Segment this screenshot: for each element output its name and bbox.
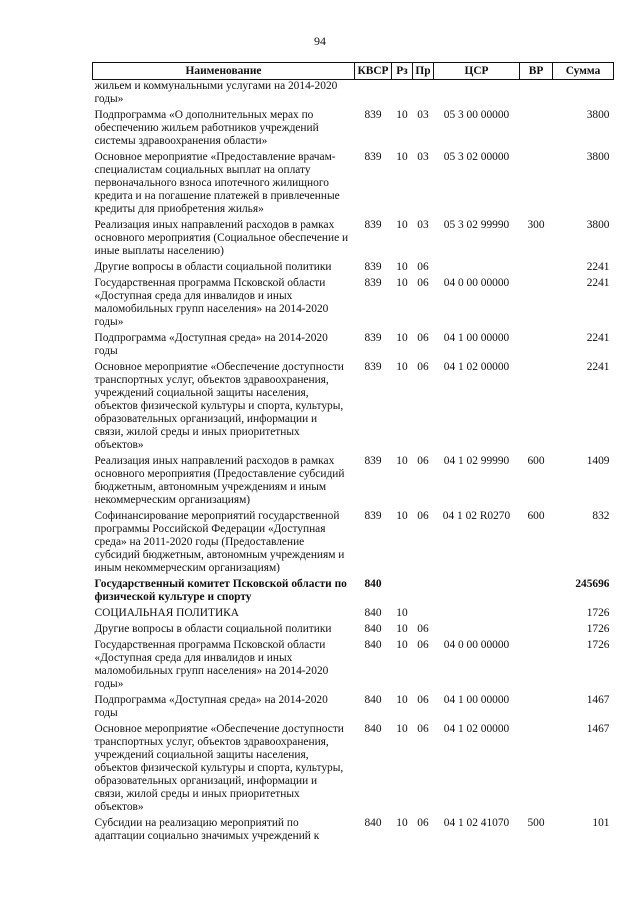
row-rz-cell: 10: [396, 361, 408, 373]
row-kvsr-cell: 839: [364, 261, 382, 273]
row-csr-cell: 04 0 00 00000: [443, 277, 510, 289]
row-vr-cell: [520, 151, 553, 219]
column-header-pr: Пр: [413, 63, 434, 80]
row-rz-cell: 10: [396, 261, 408, 273]
row-sum-cell: 2241: [586, 361, 610, 373]
row-csr-cell: 04 1 00 00000: [443, 694, 510, 706]
row-vr-cell: [520, 578, 553, 607]
table-header-row: [93, 63, 614, 80]
row-csr-cell: 04 1 02 41070: [443, 817, 510, 829]
row-kvsr-cell: 839: [364, 219, 382, 231]
row-csr-cell: [434, 80, 520, 110]
row-rz-cell: 10: [396, 694, 408, 706]
row-name-cell: Основное мероприятие «Обеспечение доступности транспортных услуг, объектов здравоохранения, учреждений социальной защиты населения, объектов физической культуры и спорта, культуры, образовательных организаций, информации и связи, жилой среды и иных приоритетных объектов»: [94, 361, 344, 451]
row-pr-cell: 06: [417, 361, 429, 373]
row-csr-cell: 04 1 00 00000: [443, 332, 510, 344]
row-pr-cell: 06: [417, 723, 429, 735]
table-row: [93, 694, 614, 723]
row-name-cell: Другие вопросы в области социальной политики: [94, 623, 332, 635]
table-row: [93, 639, 614, 694]
row-pr-cell: 06: [417, 455, 429, 467]
row-rz-cell: 10: [396, 639, 408, 651]
row-rz-cell: [392, 578, 413, 607]
row-sum-cell: 2241: [586, 277, 610, 289]
row-kvsr-cell: 839: [364, 277, 382, 289]
row-vr-cell: [520, 723, 553, 817]
table-row: [93, 219, 614, 261]
row-rz-cell: 10: [396, 817, 408, 829]
row-pr-cell: 06: [417, 277, 429, 289]
row-kvsr-cell: 839: [364, 361, 382, 373]
row-csr-cell: [434, 578, 520, 607]
table-row: [93, 817, 614, 846]
row-vr-cell: [520, 332, 553, 361]
row-rz-cell: [392, 80, 413, 110]
row-kvsr-cell: 840: [364, 694, 382, 706]
row-csr-cell: 05 3 02 00000: [443, 151, 510, 163]
row-vr-cell: 600: [527, 455, 545, 467]
row-csr-cell: 04 1 02 99990: [443, 455, 510, 467]
page-number: 94: [314, 34, 326, 48]
budget-table: [92, 62, 614, 846]
row-sum-cell: 2241: [586, 261, 610, 273]
row-kvsr-cell: 840: [364, 639, 382, 651]
table-row: [93, 455, 614, 510]
row-sum-cell: 1726: [586, 623, 610, 635]
table-row: [93, 623, 614, 639]
row-pr-cell: 03: [417, 219, 429, 231]
row-rz-cell: 10: [396, 332, 408, 344]
table-row: [93, 510, 614, 578]
row-pr-cell: 06: [417, 510, 429, 522]
column-header-sum: Сумма: [553, 63, 614, 80]
row-name-cell: Государственный комитет Псковской области по физической культуре и спорту: [94, 578, 347, 603]
row-name-cell: Другие вопросы в области социальной политики: [94, 261, 332, 273]
column-header-csr: ЦСР: [434, 63, 520, 80]
row-name-cell: Реализация иных направлений расходов в рамках основного мероприятия (Предоставление субсидий бюджетным, автономным учреждениям и иным некоммерческим организациям): [94, 455, 345, 506]
row-name-cell: Государственная программа Псковской области «Доступная среда для инвалидов и иных маломобильных групп населения» на 2014-2020 годы»: [94, 277, 329, 328]
row-name-cell: Основное мероприятие «Обеспечение доступности транспортных услуг, объектов здравоохранения, учреждений социальной защиты населения, объектов физической культуры и спорта, культуры, образовательных организаций, информации и связи, жилой среды и иных приоритетных объектов»: [94, 723, 344, 813]
row-sum-cell: 2241: [586, 332, 610, 344]
row-vr-cell: 300: [527, 219, 545, 231]
row-csr-cell: [434, 623, 520, 639]
row-vr-cell: [520, 694, 553, 723]
row-kvsr-cell: 840: [364, 578, 382, 590]
table-row: [93, 80, 614, 110]
row-rz-cell: 10: [396, 219, 408, 231]
table-row: [93, 109, 614, 151]
row-rz-cell: 10: [396, 151, 408, 163]
row-sum-cell: 1467: [586, 723, 610, 735]
table-body: [93, 80, 614, 847]
row-sum-cell: 3800: [586, 219, 610, 231]
row-sum-cell: 3800: [586, 109, 610, 121]
row-vr-cell: 500: [527, 817, 545, 829]
row-vr-cell: [520, 639, 553, 694]
row-rz-cell: 10: [396, 455, 408, 467]
row-kvsr-cell: 840: [364, 607, 382, 619]
column-header-kvsr: КВСР: [355, 63, 392, 80]
row-kvsr-cell: 839: [364, 151, 382, 163]
row-rz-cell: 10: [396, 277, 408, 289]
column-header-rz: Рз: [392, 63, 413, 80]
row-vr-cell: [520, 109, 553, 151]
row-kvsr-cell: 839: [364, 109, 382, 121]
table-row: [93, 723, 614, 817]
row-sum-cell: 1726: [586, 607, 610, 619]
row-csr-cell: [434, 607, 520, 623]
row-kvsr-cell: 840: [364, 817, 382, 829]
row-vr-cell: [520, 623, 553, 639]
row-csr-cell: 04 1 02 R0270: [442, 510, 511, 522]
row-vr-cell: [520, 80, 553, 110]
column-header-name: Наименование: [93, 63, 355, 80]
row-kvsr-cell: 840: [364, 723, 382, 735]
row-sum-cell: 245696: [575, 578, 610, 590]
row-rz-cell: 10: [396, 607, 408, 619]
row-pr-cell: [413, 578, 434, 607]
row-sum-cell: 1726: [586, 639, 610, 651]
row-name-cell: Основное мероприятие «Предоставление врачам-специалистам социальных выплат на оплату первоначального взноса ипотечного жилищного кредита и на погашение платежей в привлеченные кредиты для приобретения жилья»: [94, 151, 340, 215]
table-row: [93, 578, 614, 607]
row-csr-cell: 05 3 00 00000: [443, 109, 510, 121]
row-vr-cell: [520, 361, 553, 455]
row-sum-cell: 101: [592, 817, 610, 829]
row-sum-cell: 1467: [586, 694, 610, 706]
row-csr-cell: 04 1 02 00000: [443, 361, 510, 373]
row-rz-cell: 10: [396, 109, 408, 121]
row-vr-cell: 600: [527, 510, 545, 522]
row-pr-cell: 03: [417, 109, 429, 121]
row-kvsr-cell: [355, 80, 392, 110]
row-pr-cell: 06: [417, 623, 429, 635]
row-rz-cell: 10: [396, 723, 408, 735]
row-pr-cell: 06: [417, 332, 429, 344]
row-sum-cell: 3800: [586, 151, 610, 163]
row-pr-cell: 03: [417, 151, 429, 163]
row-kvsr-cell: 839: [364, 455, 382, 467]
row-pr-cell: 06: [417, 817, 429, 829]
row-name-cell: Подпрограмма «Доступная среда» на 2014-2020 годы: [94, 332, 328, 357]
row-name-cell: жильем и коммунальными услугами на 2014-2020 годы»: [94, 80, 338, 105]
row-vr-cell: [520, 277, 553, 332]
row-name-cell: СОЦИАЛЬНАЯ ПОЛИТИКА: [94, 607, 240, 619]
row-csr-cell: 05 3 02 99990: [443, 219, 510, 231]
row-rz-cell: 10: [396, 510, 408, 522]
table-row: [93, 332, 614, 361]
row-pr-cell: [413, 607, 434, 623]
table-row: [93, 277, 614, 332]
row-vr-cell: [520, 607, 553, 623]
row-name-cell: Подпрограмма «Доступная среда» на 2014-2020 годы: [94, 694, 328, 719]
row-sum-cell: [553, 80, 614, 110]
row-rz-cell: 10: [396, 623, 408, 635]
row-kvsr-cell: 839: [364, 510, 382, 522]
row-name-cell: Государственная программа Псковской области «Доступная среда для инвалидов и иных маломобильных групп населения» на 2014-2020 годы»: [94, 639, 329, 690]
row-name-cell: Подпрограмма «О дополнительных мерах по обеспечению жильем работников учреждений системы здравоохранения области»: [94, 109, 319, 147]
row-pr-cell: 06: [417, 261, 429, 273]
row-sum-cell: 832: [592, 510, 610, 522]
row-pr-cell: 06: [417, 639, 429, 651]
row-kvsr-cell: 839: [364, 332, 382, 344]
row-name-cell: Реализация иных направлений расходов в рамках основного мероприятия (Социальное обеспечение и иные выплаты населению): [94, 219, 349, 257]
row-csr-cell: [434, 261, 520, 277]
row-csr-cell: 04 0 00 00000: [443, 639, 510, 651]
table-row: [93, 361, 614, 455]
row-pr-cell: 06: [417, 694, 429, 706]
row-pr-cell: [413, 80, 434, 110]
row-kvsr-cell: 840: [364, 623, 382, 635]
row-sum-cell: 1409: [586, 455, 610, 467]
row-name-cell: Софинансирование мероприятий государственной программы Российской Федерации «Доступная среда» на 2011-2020 годы (Предоставление субсидий бюджетным, автономным учреждениям и иным некоммерческим организациям): [94, 510, 345, 574]
table-row: [93, 151, 614, 219]
row-name-cell: Субсидии на реализацию мероприятий по адаптации социально значимых учреждений к: [94, 817, 320, 842]
row-vr-cell: [520, 261, 553, 277]
column-header-vr: ВР: [520, 63, 553, 80]
table-row: [93, 607, 614, 623]
row-csr-cell: 04 1 02 00000: [443, 723, 510, 735]
table-row: [93, 261, 614, 277]
